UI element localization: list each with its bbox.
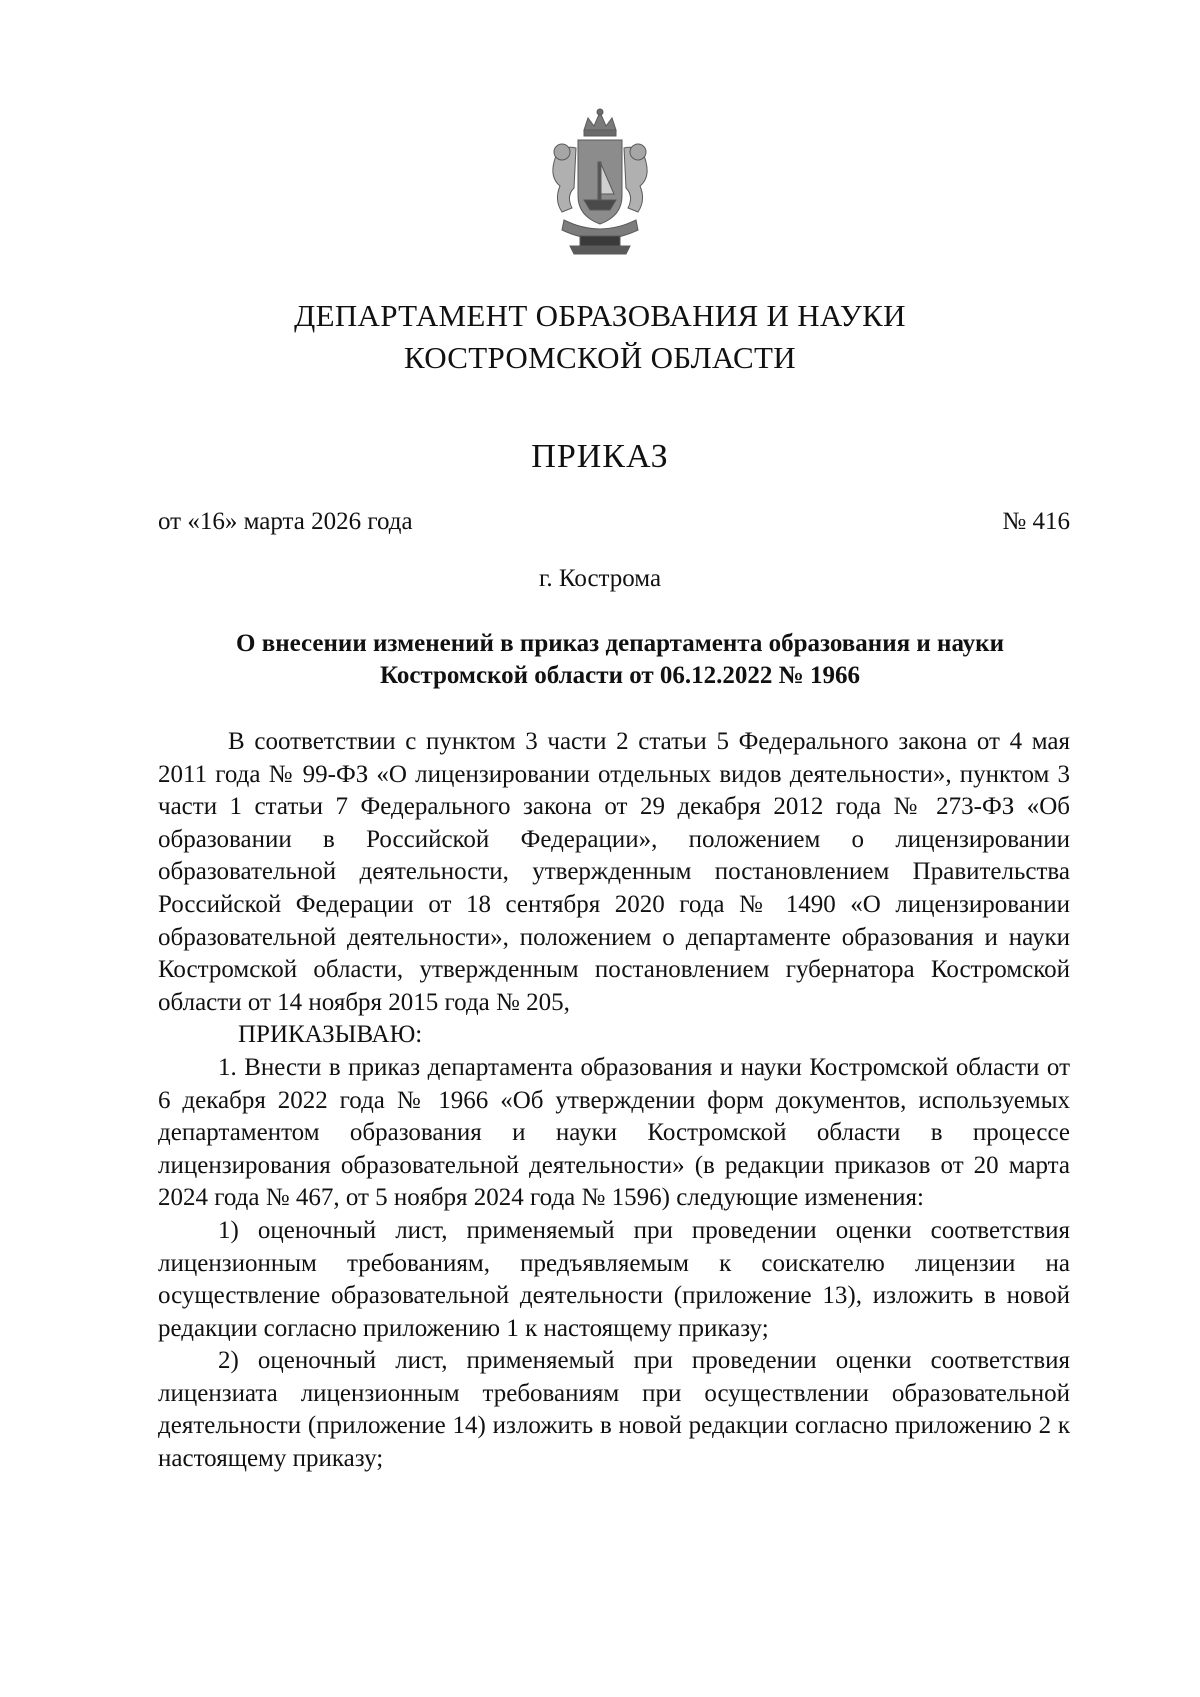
subitem-2-paragraph: 2) оценочный лист, применяемый при проведении оценки соответствия лицензиата лицензионным требованиям при осуществлении образовательной деятельности (приложение 14) изложить в новой редакции согласно приложению 2 к настоящему приказу;	[158, 1347, 1070, 1473]
item-1-paragraph: 1. Внести в приказ департамента образования и науки Костромской области от 6 декабря 2022 года № 1966 «Об утверждении форм документов, используемых департаментом образования и науки Костромской области в процессе лицензирования образовательной деятельности» (в редакции приказов от 20 марта 2024 года № 467, от 5 ноября 2024 года № 1596) следующие изменения:	[158, 1053, 1070, 1212]
organization-name-line-1: ДЕПАРТАМЕНТ ОБРАЗОВАНИЯ И НАУКИ	[294, 298, 906, 333]
city: г. Кострома	[538, 565, 662, 592]
order-body	[158, 726, 1070, 1476]
order-date: от «16» марта 2026 года	[158, 508, 413, 535]
coat-of-arms-icon	[540, 108, 660, 258]
subitem-1-paragraph: 1) оценочный лист, применяемый при проведении оценки соответствия лицензионным требованиям, предъявляемым к соискателю лицензии на осуществление образовательной деятельности (приложение 13), изложить в новой редакции согласно приложению 1 к настоящему приказу;	[158, 1216, 1070, 1342]
organization-name-line-2: КОСТРОМСКОЙ ОБЛАСТИ	[404, 340, 796, 375]
preamble-paragraph: В соответствии с пунктом 3 части 2 статьи 5 Федерального закона от 4 мая 2011 года № 99-ФЗ «О лицензировании отдельных видов деятельности», пунктом 3 части 1 статьи 7 Федерального закона от 29 декабря 2012 года № 273-ФЗ «Об образовании в Российской Федерации», положением о лицензировании образовательной деятельности, утвержденным постановлением Правительства Российской Федерации от 18 сентября 2020 года № 1490 «О лицензировании образовательной деятельности», положением о департаменте образования и науки Костромской области, утвержденным постановлением губернатора Костромской области от 14 ноября 2015 года № 205,	[158, 728, 1070, 1016]
order-subject	[160, 628, 1080, 692]
order-number: № 416	[1002, 508, 1070, 535]
subject-line-2: Костромской области от 06.12.2022 № 1966	[379, 662, 861, 689]
subject-line-1: О внесении изменений в приказ департамента образования и науки	[236, 630, 1004, 657]
document-type: ПРИКАЗ	[531, 438, 669, 475]
order-word: ПРИКАЗЫВАЮ:	[238, 1021, 423, 1049]
